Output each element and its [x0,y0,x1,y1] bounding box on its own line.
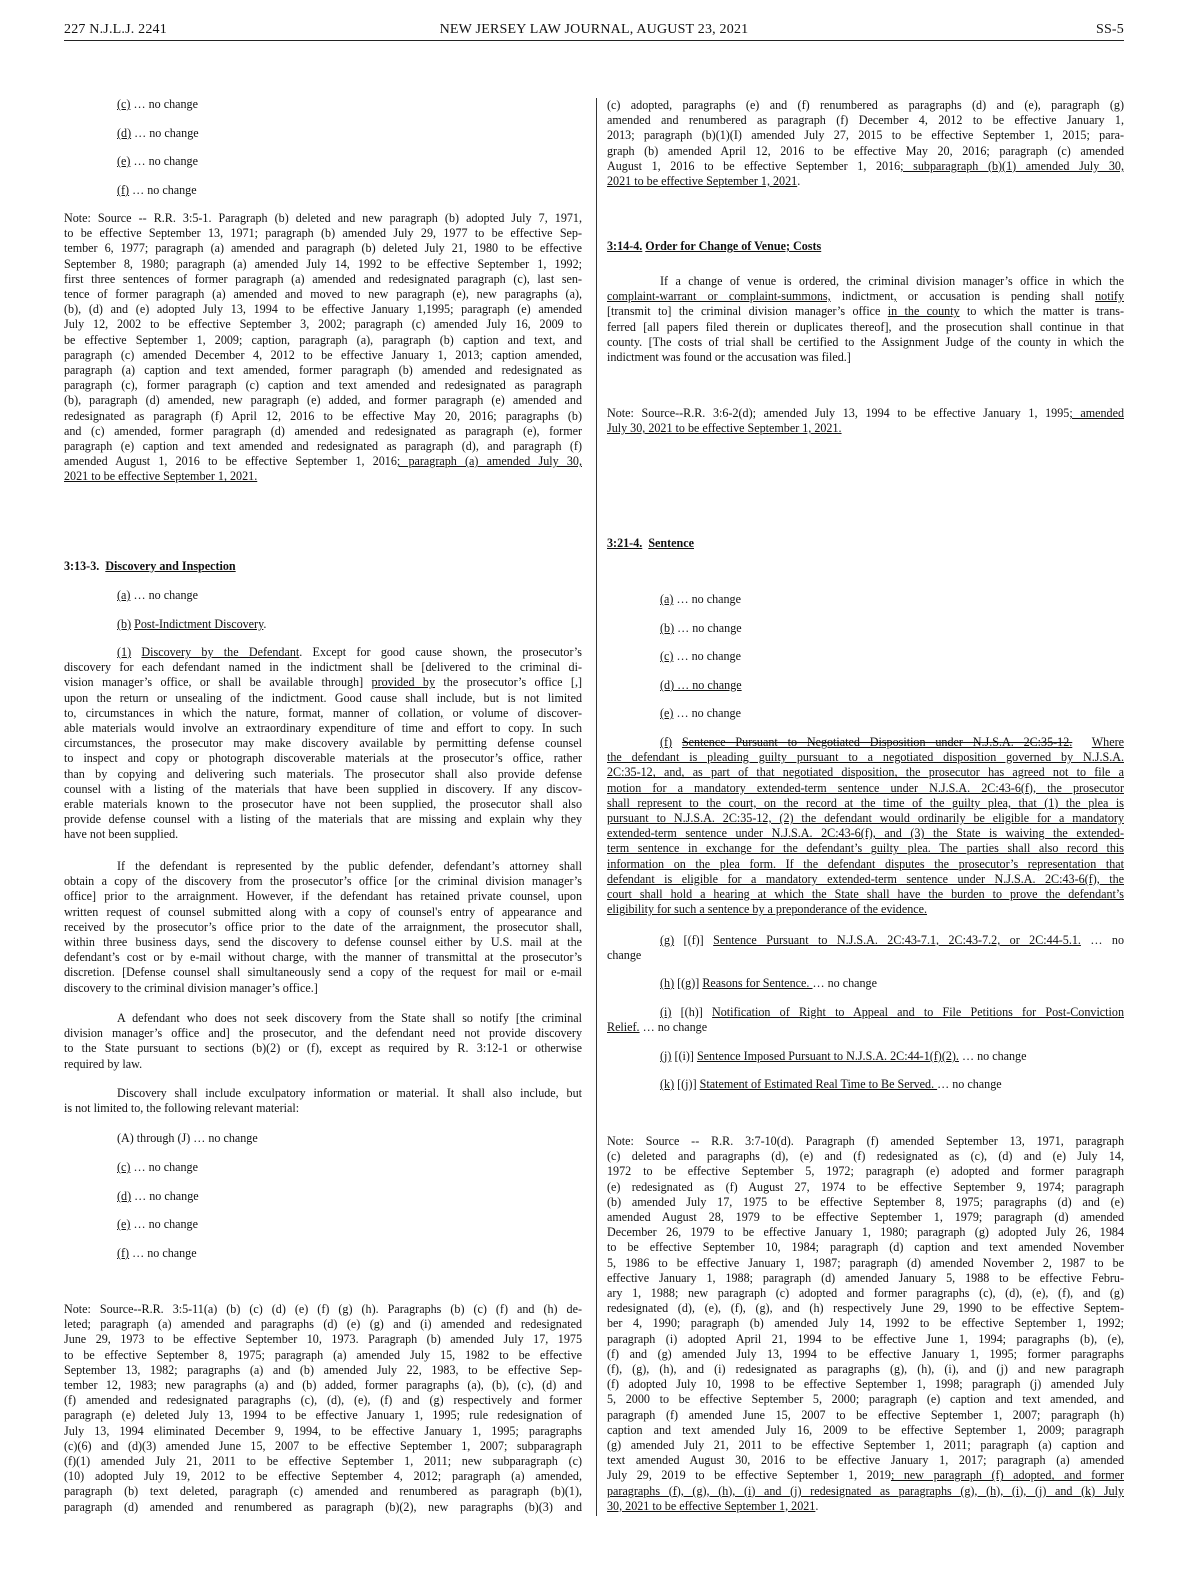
source-note-3-13-3: Note: Source--R.R. 3:5-11(a) (b) (c) (d) (e) (f) (g) (h). Paragraphs (b) (c) (f) and (h) de- leted; paragraph (a) amended and paragraphs (d) (e) (g) and (i) amended and redesignated June 29, 1973 to be effective September 10, 1973. Paragraph (b) amended July 17, 1975 to be effective September 8, 1975; paragraph (a) amended July 15, 1982 to be effective September 13, 1982; paragraphs (a) and (b) amended July 22, 1983, to be effective Sep- tember 12, 1983; new paragraphs (a) and (b) added, former paragraphs (a), (b), (c), (d) and (f) amended and redesignated paragraphs (c), (d), (e), (f) and (g) respectively and former paragraph (e) deleted July 13, 1994 to be effective January 1, 1995; rule redesignation of July 13, 1994 eliminated December 9, 1994, to be effective January 1, 1995; paragraphs (c)(6) and (d)(3) amended June 15, 2007 to be effective September 1, 2007; subparagraph (f)(1) amended July 21, 2011 to be effective September 1, 2011; new subparagraph (c) (10) adopted July 19, 2012 to be effective September 4, 2012; paragraph (a) amended, paragraph (b) text deleted, paragraph (c) amended and renumbered as paragraph (b)(1), paragraph (d) amended and renumbered as paragraph (b)(2), new paragraphs (b)(3) and [64,1302,582,1514]
rule-3-21-4-heading: 3:21-4. Sentence [607,536,694,550]
sub-item-c: (c) … no change [117,1160,198,1174]
rule-3-14-4-heading: 3:14-4. Order for Change of Venue; Costs [607,239,822,253]
sentence-item-j: (j) [(i)] Sentence Imposed Pursuant to N.J.S.A. 2C:44-1(f)(2). … no change [660,1049,1027,1063]
column-divider [596,98,597,1516]
exculpatory-paragraph: Discovery shall include exculpatory information or material. It shall also include, but is not limited to, the following relevant material: [64,1086,582,1116]
item-d-no-change: (d) … no change [117,126,199,140]
source-note-3-14-4: Note: Source--R.R. 3:6-2(d); amended July 13, 1994 to be effective January 1, 1995; amended July 30, 2021 to be effective September 1, 2021. [607,406,1124,436]
item-f-no-change: (f) … no change [117,183,197,197]
negotiated-disposition-paragraph: (f) Sentence Pursuant to Negotiated Disposition under N.J.S.A. 2C:35-12. Where the defendant is pleading guilty pursuant to a negotiated disposition governed by N.J.S.A. 2C:35-12, and, as part of that negotiated disposition, the prosecutor has agreed not to file a motion for a mandatory extended-term sentence under N.J.S.A. 2C:43-6(f), the prosecutor shall represent to the court, on the record at the time of the guilty plea, that (1) the plea is pursuant to N.J.S.A. 2C:35-12, (2) the defendant would ordinarily be eligible for a mandatory extended-term sentence under N.J.S.A. 2C:43-6(f), and (3) the State is waiving the extended- term sentence in exchange for the defendant’s guilty plea. The parties shall also record this information on the plea form. If the defendant disputes the prosecutor’s representation that defendant is eligible for a mandatory extended-term sentence under N.J.S.A. 2C:43-6(f), the court shall hold a hearing at which the State shall have the burden to prove the defendant’s eligibility for such a sentence by a preponderance of the evidence. [607,735,1124,917]
sentence-item-a: (a) … no change [660,592,741,606]
rule-3-13-3-item-a: (a) … no change [117,588,198,602]
header-citation: 227 N.J.L.J. 2241 [64,22,167,37]
no-discovery-paragraph: A defendant who does not seek discovery from the State shall so notify [the criminal division manager’s office and] the prosecutor, and the defendant need not provide discovery to the State pursuant to sections (b)(2) or (f), except as required by R. 3:12-1 or otherwise required by law. [64,1011,582,1071]
sentence-item-e: (e) … no change [660,706,741,720]
source-note-3-13-3-continued: (c) adopted, paragraphs (e) and (f) renumbered as paragraphs (d) and (e), paragraph (g) amended and renumbered as paragraph (f) December 4, 2012 to be effective January 1, 2013; paragraph (b)(1)(I) amended July 27, 2015 to be effective September 1, 2015; para- graph (b) amended April 12, 2016 to be effective May 20, 2016; paragraph (c) amended August 1, 2016 to be effective September 1, 2016; subparagraph (b)(1) amended July 30, 2021 to be effective September 1, 2021. [607,98,1124,189]
sentence-item-k: (k) [(j)] Statement of Estimated Real Time to Be Served. … no change [660,1077,1002,1091]
source-note-3-5-1: Note: Source -- R.R. 3:5-1. Paragraph (b) deleted and new paragraph (b) adopted July 7, 1971, to be effective September 13, 1971; paragraph (b) amended July 29, 1977 to be effective Sep- tember 6, 1977; paragraph (a) amended and paragraph (b) deleted July 21, 1980 to be effective September 8, 1980; paragraph (a) amended July 14, 1992 to be effective September 1, 1992; first three sentences of former paragraph (a) amended and redesignated paragraph (c), last sen- tence of former paragraph (a) amended and moved to new paragraph (e), new paragraphs (a), (b), (d) and (e) adopted July 13, 1994 to be effective January 1,1995; paragraph (e) amended July 12, 2002 to be effective September 3, 2002; paragraph (c) amended July 16, 2009 to be effective September 1, 2009; caption, paragraph (a), paragraph (b) caption and text, and paragraph (c) amended December 4, 2012 to be effective January 1, 2013; caption amended, paragraph (a) caption and text amended, former paragraph (b) amended and redesignated as paragraph (c), former paragraph (c) caption and text amended and redesignated as paragraph (b), paragraph (d) amended, new paragraph (e) added, and former paragraph (e) amended and redesignated as paragraph (f) April 12, 2016 to be effective May 20, 2016; paragraphs (b) and (c) amended, former paragraph (d) amended and redesignated as paragraph (e), former paragraph (e) caption and text amended and redesignated as paragraph (d), and paragraph (f) amended August 1, 2016 to be effective September 1, 2016; paragraph (a) amended July 30, 2021 to be effective September 1, 2021. [64,211,582,484]
sentence-item-i: (i) [(h)] Notification of Right to Appeal and to File Petitions for Post-Conviction Relief. … no change [607,1005,1124,1035]
page-header [64,20,1124,41]
sentence-item-h: (h) [(g)] Reasons for Sentence. … no change [660,976,877,990]
sub-items-a-through-j: (A) through (J) … no change [117,1131,258,1145]
public-defender-paragraph: If the defendant is represented by the public defender, defendant’s attorney shall obtain a copy of the discovery from the prosecutor’s office [or the criminal division manager’s office] prior to the arraignment. However, if the defendant has retained private counsel, upon written request of counsel submitted along with a copy of counsel's entry of appearance and received by the prosecutor’s office prior to the date of the arraignment, the prosecutor shall, within three business days, send the discovery to defense counsel either by U.S. mail at the defendant’s cost or by e-mail without charge, with the manner of transmittal at the prosecutor’s discretion. [Defense counsel shall simultaneously send a copy of the request for mail or e-mail discovery to the criminal division manager’s office.] [64,859,582,995]
source-note-3-21-4: Note: Source -- R.R. 3:7-10(d). Paragraph (f) amended September 13, 1971, paragraph (c) deleted and paragraphs (d), (e) and (f) redesignated as (c), (d) and (e) July 14, 1972 to be effective September 5, 1972; paragraph (e) adopted and former paragraph (e) redesignated as (f) August 27, 1974 to be effective September 9, 1974; paragraph (b) amended July 17, 1975 to be effective September 8, 1975; paragraphs (d) and (e) amended August 28, 1979 to be effective September 1, 1979; paragraph (d) amended December 26, 1979 to be effective January 1, 1980; paragraph (g) adopted July 26, 1984 to be effective September 10, 1984; paragraph (d) caption and text amended November 5, 1986 to be effective January 1, 1987; paragraph (d) amended November 2, 1987 to be effective January 1, 1988; paragraph (d) amended January 5, 1988 to be effective Febru- ary 1, 1988; new paragraph (c) adopted and former paragraphs (c), (d), (e), (f), and (g) redesignated (d), (e), (f), (g), and (h) respectively June 29, 1990 to be effective Septem- ber 4, 1990; paragraph (b) amended July 14, 1992 to be effective September 1, 1992; paragraph (i) adopted April 21, 1994 to be effective June 1, 1994; paragraphs (b), (e), (f) and (g) amended July 13, 1994 to be effective January 1, 1995; former paragraphs (f), (g), (h), and (i) redesignated as paragraphs (g), (h), (i), and (j) and new paragraph (f) adopted July 10, 1998 to be effective September 1, 1998; paragraph (j) amended July 5, 2000 to be effective September 5, 2000; paragraph (e) caption and text amended, and paragraph (f) amended June 15, 2007 to be effective September 1, 2007; paragraph (h) caption and text amended July 16, 2009 to be effective September 1, 2009; paragraph (g) amended July 21, 2011 to be effective September 1, 2011; paragraph (a) caption and text amended August 30, 2016 to be effective January 1, 2017; paragraph (a) amended July 29, 2019 to be effective September 1, 2019; new paragraph (f) adopted, and former paragraphs (f), (g), (h), (i) and (j) redesignated as paragraphs (g), (h), (i), (j) and (k) July 30, 2021 to be effective September 1, 2021. [607,1134,1124,1513]
rule-3-13-3-item-b: (b) Post-Indictment Discovery. [117,617,267,631]
sub-item-d: (d) … no change [117,1189,199,1203]
change-of-venue-paragraph: If a change of venue is ordered, the criminal division manager’s office in which the complaint-warrant or complaint-summons, indictment, or accusation is pending shall notify [transmit to] the criminal division manager’s office in the county to which the matter is trans- ferred [all papers filed therein or duplicates thereof], and the prosecution shall continue in that county. [The costs of trial shall be certified to the Assignment Judge of the county in which the indictment was found or the accusation was filed.] [607,274,1124,365]
header-publication: NEW JERSEY LAW JOURNAL, AUGUST 23, 2021 [439,22,749,37]
item-c-no-change: (c) … no change [117,97,198,111]
sentence-item-d: (d) … no change [660,678,742,692]
sentence-item-c: (c) … no change [660,649,741,663]
sub-item-f: (f) … no change [117,1246,197,1260]
discovery-by-defendant-paragraph: (1) Discovery by the Defendant. Except for good cause shown, the prosecutor’s discovery for each defendant named in the indictment shall be [delivered to the criminal di- vision manager’s office, or shall be available through] provided by the prosecutor’s office [,] upon the return or unsealing of the indictment. Good cause shall include, but is not limited to, circumstances in which the nature, format, manner of collation, or volume of discover- able materials would involve an extraordinary expenditure of time and effort to copy. In such circumstances, the prosecutor may make discovery available by permitting defense counsel to inspect and copy or photograph discoverable materials at the prosecutor’s office, rather than by copying and delivering such materials. The prosecutor shall also provide defense counsel with a listing of the materials that have been supplied in discovery. If any discov- erable materials known to the prosecutor have not been supplied, the prosecutor shall also provide defense counsel with a listing of the materials that are missing and explain why they have not been supplied. [64,645,582,842]
rule-3-13-3-heading: 3:13-3. Discovery and Inspection [64,559,236,573]
header-page-number: SS-5 [1095,22,1124,37]
sentence-item-b: (b) … no change [660,621,742,635]
sentence-item-g: (g) [(f)] Sentence Pursuant to N.J.S.A. 2C:43-7.1, 2C:43-7.2, or 2C:44-5.1. … no change [607,933,1124,963]
sub-item-e: (e) … no change [117,1217,198,1231]
item-e-no-change: (e) … no change [117,154,198,168]
